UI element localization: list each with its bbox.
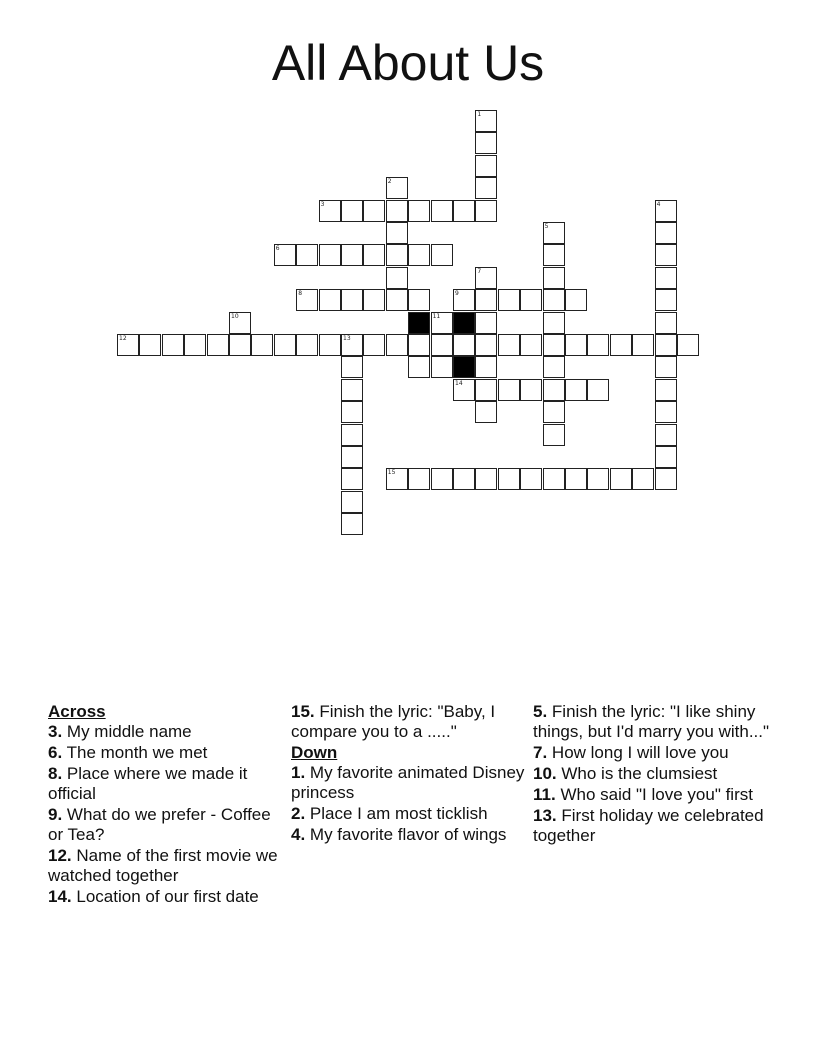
answer-cell[interactable] [520, 379, 542, 401]
clue-across-12: 12. Name of the first movie we watched together [48, 846, 278, 885]
answer-cell[interactable] [498, 468, 520, 490]
answer-cell[interactable] [498, 289, 520, 311]
answer-cell[interactable] [408, 289, 430, 311]
clue-across-15: 15. Finish the lyric: "Baby, I compare you to a ....." [291, 702, 496, 741]
answer-cell[interactable] [363, 244, 385, 266]
answer-cell[interactable] [610, 334, 632, 356]
answer-cell[interactable] [565, 334, 587, 356]
clue-number: 14 [455, 379, 463, 387]
clue-down-4: 4. My favorite flavor of wings [291, 825, 507, 844]
answer-cell[interactable] [386, 334, 408, 356]
answer-cell[interactable] [453, 379, 475, 401]
answer-cell[interactable] [117, 334, 139, 356]
clue-column-1 [48, 702, 278, 908]
clue-number: 15 [387, 469, 396, 477]
answer-cell[interactable] [475, 401, 497, 423]
answer-cell[interactable] [319, 200, 341, 222]
black-square [453, 356, 475, 378]
clue-number: 11 [432, 312, 441, 320]
answer-cell[interactable] [408, 244, 430, 266]
across-heading: Across [48, 702, 106, 721]
answer-cell[interactable] [408, 334, 430, 356]
answer-cell[interactable] [319, 334, 341, 356]
answer-cell[interactable] [655, 312, 677, 334]
answer-cell[interactable] [408, 200, 430, 222]
answer-cell[interactable] [655, 379, 677, 401]
answer-cell[interactable] [453, 334, 475, 356]
answer-cell[interactable] [386, 177, 408, 199]
answer-cell[interactable] [453, 289, 475, 311]
answer-cell[interactable] [341, 289, 363, 311]
answer-cell[interactable] [655, 401, 677, 423]
answer-cell[interactable] [655, 200, 677, 222]
answer-cell[interactable] [475, 356, 497, 378]
clue-down-10: 10. Who is the clumsiest [533, 764, 718, 783]
answer-cell[interactable] [274, 334, 296, 356]
clue-number: 7 [477, 267, 482, 275]
puzzle-title: All About Us [271, 35, 545, 91]
answer-cell[interactable] [363, 200, 385, 222]
answer-cell[interactable] [386, 222, 408, 244]
answer-cell[interactable] [386, 267, 408, 289]
answer-cell[interactable] [341, 446, 363, 468]
answer-cell[interactable] [655, 356, 677, 378]
answer-cell[interactable] [632, 334, 654, 356]
answer-cell[interactable] [341, 401, 363, 423]
clue-number: 5 [544, 223, 549, 230]
answer-cell[interactable] [543, 401, 565, 423]
answer-cell[interactable] [386, 244, 408, 266]
clue-number: 3 [320, 200, 325, 208]
clue-down-13: 13. First holiday we celebrated together [533, 806, 764, 845]
answer-cell[interactable] [520, 468, 542, 490]
clue-across-9: 9. What do we prefer - Coffee or Tea? [48, 805, 271, 844]
answer-cell[interactable] [475, 110, 497, 132]
answer-cell[interactable] [610, 468, 632, 490]
answer-cell[interactable] [207, 334, 229, 356]
answer-cell[interactable] [431, 244, 453, 266]
answer-cell[interactable] [184, 334, 206, 356]
answer-cell[interactable] [475, 132, 497, 154]
answer-cell[interactable] [431, 200, 453, 222]
clue-number: 13 [343, 335, 351, 342]
answer-cell[interactable] [543, 289, 565, 311]
answer-cell[interactable] [543, 312, 565, 334]
answer-cell[interactable] [363, 289, 385, 311]
answer-cell[interactable] [543, 424, 565, 446]
answer-cell[interactable] [655, 289, 677, 311]
answer-cell[interactable] [229, 334, 251, 356]
answer-cell[interactable] [565, 468, 587, 490]
answer-cell[interactable] [296, 289, 318, 311]
answer-cell[interactable] [319, 289, 341, 311]
answer-cell[interactable] [363, 334, 385, 356]
answer-cell[interactable] [431, 356, 453, 378]
answer-cell[interactable] [408, 356, 430, 378]
answer-cell[interactable] [655, 244, 677, 266]
clue-number: 1 [477, 111, 482, 118]
answer-cell[interactable] [319, 244, 341, 266]
answer-cell[interactable] [296, 244, 318, 266]
answer-cell[interactable] [341, 379, 363, 401]
answer-cell[interactable] [229, 312, 251, 334]
clue-number: 12 [119, 335, 127, 342]
answer-cell[interactable] [475, 177, 497, 199]
answer-cell[interactable] [543, 334, 565, 356]
answer-cell[interactable] [162, 334, 184, 356]
clue-across-14: 14. Location of our first date [48, 887, 259, 906]
black-square [408, 312, 430, 334]
answer-cell[interactable] [475, 289, 497, 311]
answer-cell[interactable] [341, 491, 363, 513]
answer-cell[interactable] [475, 379, 497, 401]
answer-cell[interactable] [475, 334, 497, 356]
answer-cell[interactable] [475, 155, 497, 177]
clue-number: 8 [298, 290, 303, 298]
clue-column-3 [533, 702, 773, 847]
answer-cell[interactable] [341, 356, 363, 378]
clue-number: 2 [387, 178, 392, 186]
answer-cell[interactable] [655, 222, 677, 244]
answer-cell[interactable] [453, 200, 475, 222]
answer-cell[interactable] [341, 513, 363, 535]
clue-down-7: 7. How long I will love you [533, 743, 729, 762]
answer-cell[interactable] [587, 468, 609, 490]
answer-cell[interactable] [296, 334, 318, 356]
clue-column-2 [291, 702, 527, 846]
answer-cell[interactable] [520, 334, 542, 356]
clue-number: 9 [455, 290, 459, 298]
answer-cell[interactable] [139, 334, 161, 356]
answer-cell[interactable] [587, 379, 609, 401]
answer-cell[interactable] [408, 468, 430, 490]
answer-cell[interactable] [498, 334, 520, 356]
answer-cell[interactable] [251, 334, 273, 356]
answer-cell[interactable] [386, 289, 408, 311]
clue-number: 10 [231, 312, 239, 320]
answer-cell[interactable] [453, 468, 475, 490]
answer-cell[interactable] [475, 200, 497, 222]
black-square [453, 312, 475, 334]
answer-cell[interactable] [386, 468, 408, 490]
answer-cell[interactable] [341, 244, 363, 266]
answer-cell[interactable] [543, 267, 565, 289]
answer-cell[interactable] [341, 200, 363, 222]
answer-cell[interactable] [543, 379, 565, 401]
answer-cell[interactable] [431, 468, 453, 490]
answer-cell[interactable] [475, 468, 497, 490]
answer-cell[interactable] [632, 468, 654, 490]
answer-cell[interactable] [543, 222, 565, 244]
clue-down-1: 1. My favorite animated Disney princess [291, 763, 525, 802]
answer-cell[interactable] [520, 289, 542, 311]
answer-cell[interactable] [655, 334, 677, 356]
answer-cell[interactable] [341, 468, 363, 490]
clue-number: 6 [275, 245, 280, 253]
answer-cell[interactable] [655, 267, 677, 289]
answer-cell[interactable] [274, 244, 296, 266]
answer-cell[interactable] [341, 334, 363, 356]
answer-cell[interactable] [431, 334, 453, 356]
answer-cell[interactable] [565, 289, 587, 311]
answer-cell[interactable] [655, 468, 677, 490]
answer-cell[interactable] [475, 267, 497, 289]
clue-down-11: 11. Who said "I love you" first [533, 785, 753, 804]
answer-cell[interactable] [498, 379, 520, 401]
answer-cell[interactable] [386, 200, 408, 222]
answer-cell[interactable] [677, 334, 699, 356]
answer-cell[interactable] [655, 446, 677, 468]
answer-cell[interactable] [543, 356, 565, 378]
clue-across-3: 3. My middle name [48, 722, 192, 741]
answer-cell[interactable] [543, 468, 565, 490]
down-heading: Down [291, 743, 338, 762]
answer-cell[interactable] [565, 379, 587, 401]
clue-down-5: 5. Finish the lyric: "I like shiny things, but I'd marry you with..." [533, 702, 770, 741]
clue-down-2: 2. Place I am most ticklish [291, 804, 488, 823]
clue-number: 4 [656, 200, 661, 208]
answer-cell[interactable] [587, 334, 609, 356]
answer-cell[interactable] [475, 312, 497, 334]
answer-cell[interactable] [655, 424, 677, 446]
clue-across-8: 8. Place where we made it official [48, 764, 248, 803]
clue-across-6: 6. The month we met [48, 743, 208, 762]
answer-cell[interactable] [341, 424, 363, 446]
answer-cell[interactable] [431, 312, 453, 334]
answer-cell[interactable] [543, 244, 565, 266]
